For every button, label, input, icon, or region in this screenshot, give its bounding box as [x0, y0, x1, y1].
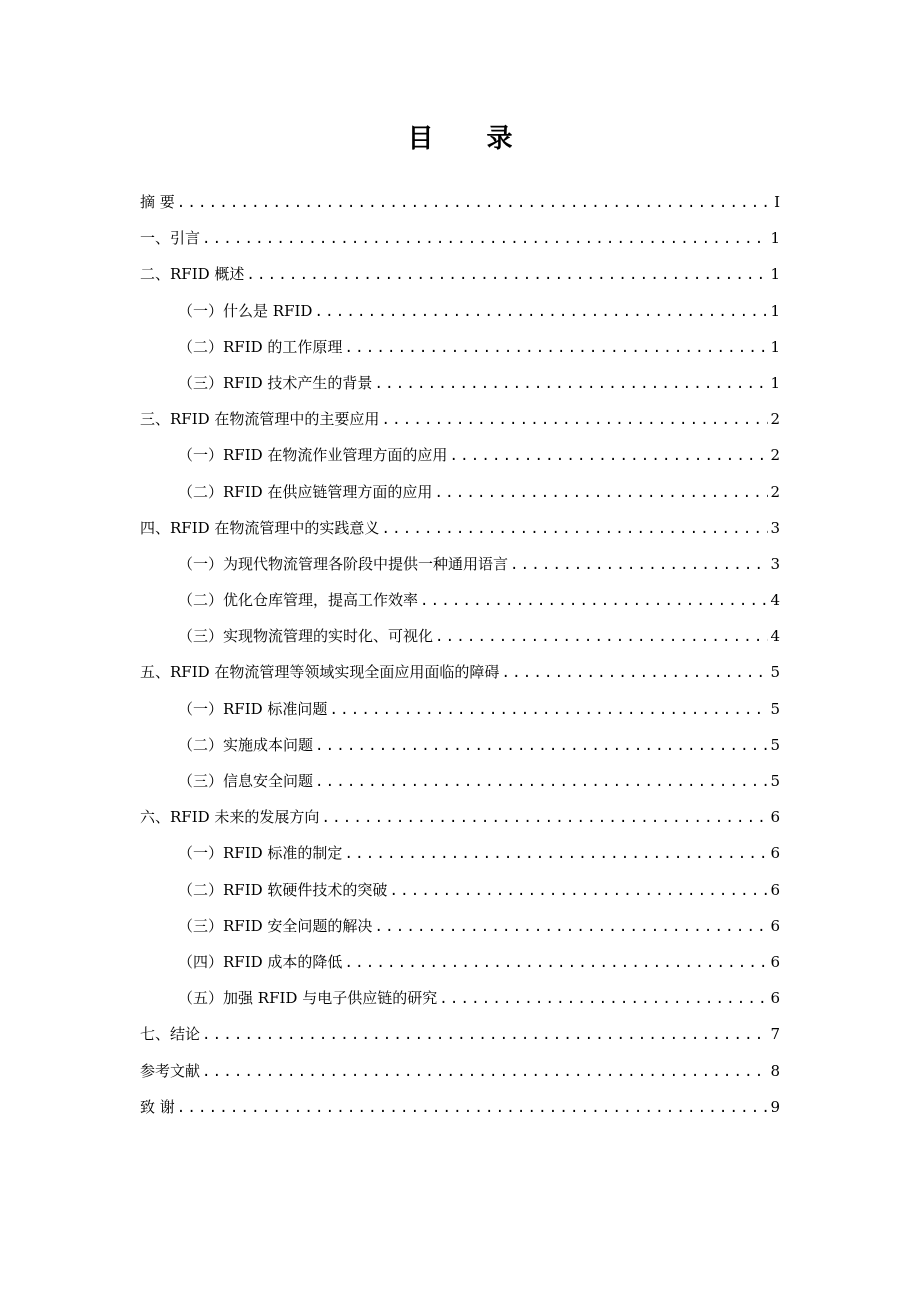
- toc-leader-dots: [202, 1017, 768, 1053]
- toc-leader-dots: [374, 366, 768, 402]
- toc-entry[interactable]: [140, 872, 780, 908]
- toc-entry-label: 参考文献: [140, 1061, 201, 1080]
- toc-leader-dots: [449, 438, 768, 474]
- toc-entry-label: （三）RFID 安全问题的解决: [178, 916, 373, 935]
- toc-entry-label: 二、RFID 概述: [140, 265, 245, 284]
- toc-entry-label: （二）优化仓库管理，提高工作效率: [178, 591, 419, 610]
- toc-entry[interactable]: [140, 184, 780, 220]
- toc-entry-label: （一）RFID 标准问题: [178, 699, 328, 718]
- toc-entry-page: 1: [770, 229, 780, 248]
- toc-leader-dots: [435, 619, 768, 655]
- toc-entry[interactable]: [140, 654, 780, 690]
- toc-entry-page: 3: [770, 518, 780, 537]
- toc-entry-page: 1: [770, 301, 780, 320]
- toc-entry[interactable]: [140, 799, 780, 835]
- toc-leader-dots: [315, 728, 768, 764]
- toc-entry-label: 三、RFID 在物流管理中的主要应用: [140, 410, 380, 429]
- toc-entry-page: 1: [770, 265, 780, 284]
- table-of-contents: [140, 184, 780, 1125]
- toc-entry[interactable]: [140, 293, 780, 329]
- toc-entry-label: 摘 要: [140, 193, 175, 211]
- toc-entry-page: 5: [770, 699, 780, 718]
- toc-entry[interactable]: [140, 763, 780, 799]
- toc-entry-label: （一）为现代物流管理各阶段中提供一种通用语言: [178, 554, 509, 573]
- toc-entry[interactable]: [140, 727, 780, 763]
- toc-entry-page: 6: [770, 808, 780, 827]
- toc-entry-page: 5: [770, 663, 780, 682]
- toc-leader-dots: [420, 583, 768, 619]
- toc-entry-page: 2: [770, 410, 780, 429]
- toc-leader-dots: [177, 185, 768, 221]
- toc-entry[interactable]: [140, 980, 780, 1016]
- toc-leader-dots: [389, 873, 768, 909]
- toc-entry-page: 2: [770, 446, 780, 465]
- toc-entry[interactable]: [140, 401, 780, 437]
- toc-entry-page: 9: [770, 1097, 780, 1116]
- toc-leader-dots: [344, 836, 768, 872]
- toc-entry-page: 5: [770, 772, 780, 790]
- toc-entry[interactable]: [140, 220, 780, 256]
- toc-entry[interactable]: [140, 835, 780, 871]
- toc-entry-page: 1: [770, 373, 780, 392]
- toc-entry-label: （一）RFID 标准的制定: [178, 844, 343, 863]
- toc-entry[interactable]: [140, 256, 780, 292]
- toc-entry[interactable]: [140, 1016, 780, 1052]
- toc-entry-page: 4: [770, 591, 780, 610]
- toc-entry-label: （二）RFID 的工作原理: [178, 337, 343, 356]
- toc-leader-dots: [177, 1090, 768, 1126]
- toc-entry-page: 8: [770, 1061, 780, 1080]
- toc-entry-label: （三）实现物流管理的实时化、可视化: [178, 627, 434, 646]
- toc-entry[interactable]: [140, 474, 780, 510]
- toc-entry[interactable]: [140, 329, 780, 365]
- toc-entry-label: （二）RFID 软硬件技术的突破: [178, 880, 388, 899]
- toc-leader-dots: [321, 800, 768, 836]
- toc-leader-dots: [381, 511, 768, 547]
- toc-entry-label: （五）加强 RFID 与电子供应链的研究: [178, 989, 438, 1008]
- toc-entry-page: 6: [770, 880, 780, 899]
- toc-entry[interactable]: [140, 437, 780, 473]
- toc-entry-label: （二）RFID 在供应链管理方面的应用: [178, 482, 433, 501]
- toc-entry-page: 6: [770, 844, 780, 863]
- toc-entry-label: （二）实施成本问题: [178, 735, 314, 754]
- toc-entry-label: 致 谢: [140, 1097, 175, 1116]
- toc-entry[interactable]: [140, 546, 780, 582]
- toc-entry-page: I: [774, 193, 780, 211]
- toc-entry-label: 四、RFID 在物流管理中的实践意义: [140, 518, 380, 537]
- toc-leader-dots: [344, 945, 768, 981]
- toc-entry-label: （一）什么是 RFID: [178, 301, 313, 320]
- toc-entry-label: （一）RFID 在物流作业管理方面的应用: [178, 446, 448, 465]
- toc-entry-page: 5: [770, 735, 780, 754]
- toc-leader-dots: [329, 692, 768, 728]
- toc-entry-page: 1: [770, 337, 780, 356]
- toc-entry-page: 7: [770, 1025, 780, 1044]
- toc-leader-dots: [344, 330, 768, 366]
- toc-leader-dots: [315, 764, 768, 800]
- toc-entry-page: 6: [770, 952, 780, 971]
- toc-title: 目 录: [407, 124, 535, 154]
- toc-entry-page: 4: [770, 627, 780, 646]
- toc-entry[interactable]: [140, 908, 780, 944]
- toc-entry-label: （四）RFID 成本的降低: [178, 952, 343, 971]
- toc-entry-label: 六、RFID 未来的发展方向: [140, 808, 320, 827]
- toc-entry-page: 3: [770, 554, 780, 573]
- toc-entry[interactable]: [140, 365, 780, 401]
- toc-leader-dots: [374, 909, 768, 945]
- toc-entry[interactable]: [140, 1089, 780, 1125]
- toc-leader-dots: [510, 547, 768, 583]
- toc-leader-dots: [434, 475, 768, 511]
- toc-entry-label: （三）RFID 技术产生的背景: [178, 373, 373, 392]
- toc-entry-page: 6: [770, 916, 780, 935]
- toc-entry[interactable]: [140, 618, 780, 654]
- toc-leader-dots: [314, 294, 768, 330]
- toc-entry-page: 6: [770, 989, 780, 1008]
- toc-entry-label: 一、引言: [140, 229, 201, 248]
- toc-leader-dots: [439, 981, 768, 1017]
- toc-entry[interactable]: [140, 510, 780, 546]
- toc-leader-dots: [246, 257, 768, 293]
- toc-entry-label: （三）信息安全问题: [178, 772, 314, 790]
- toc-entry-page: 2: [770, 482, 780, 501]
- toc-entry[interactable]: [140, 944, 780, 980]
- toc-leader-dots: [381, 402, 768, 438]
- toc-entry-label: 七、结论: [140, 1025, 201, 1044]
- toc-entry[interactable]: [140, 1053, 780, 1089]
- toc-leader-dots: [501, 655, 768, 691]
- toc-leader-dots: [202, 1054, 768, 1090]
- toc-entry-label: 五、RFID 在物流管理等领域实现全面应用面临的障碍: [140, 663, 500, 682]
- toc-entry[interactable]: [140, 691, 780, 727]
- toc-entry[interactable]: [140, 582, 780, 618]
- toc-leader-dots: [202, 221, 768, 257]
